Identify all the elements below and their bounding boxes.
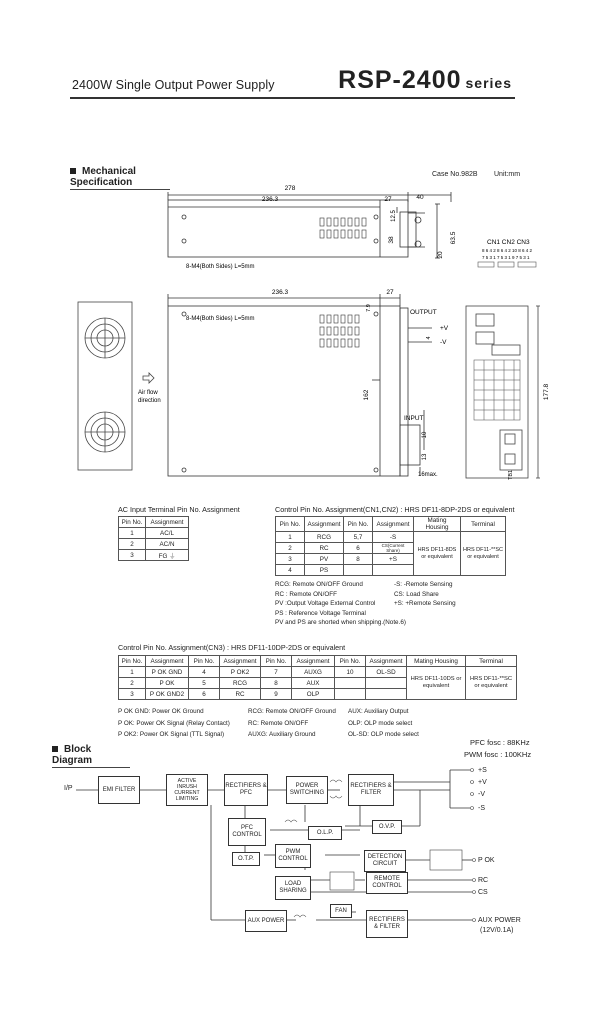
table-cell: RC [305,543,344,554]
table-cell: 4 [276,565,305,576]
aux-power-spec: (12V/0.1A) [480,927,514,934]
header-cell: Pin No. [344,517,373,532]
header-cell: Assignment [146,517,189,528]
header-cell: Assignment [305,517,344,532]
note-line: PV :Output Voltage External Control [275,600,376,607]
table-cell: RCG [220,678,261,689]
rectifiers-filter-aux-block: RECTIFIERS & FILTER [366,910,408,938]
pfc-frequency: PFC fosc : 88KHz [470,738,530,747]
note-line: P OK2: Power OK Signal (TTL Signal) [118,731,225,738]
note-line: RCG: Remote ON/OFF Ground [248,708,336,715]
table-cell: PV [305,554,344,565]
table-cell: 3 [119,550,146,561]
table-cell: OL-SD [366,667,407,678]
table-cell: P OK GND2 [146,689,189,700]
table-cell [335,689,366,700]
table-cell: 7 [261,667,292,678]
table-cell [344,565,373,576]
pwm-frequency: PWM fosc : 100KHz [464,750,532,759]
model-name: RSP-2400 [338,66,462,94]
dim-12-5: 12.5 [391,210,397,222]
table-cell: 2 [119,539,146,550]
rc-output: RC [478,877,489,884]
header-cell: Assignment [146,656,189,667]
cn3-notes-col2 [248,706,336,741]
dim-278: 278 [284,185,296,192]
table-cell: FG ⏚ [146,550,189,561]
rectifiers-filter-block: RECTIFIERS & FILTER [348,774,394,806]
note-line: +S: +Remote Sensing [394,600,456,607]
terminal-cell: HRS DF11-**SC or equivalent [461,532,506,576]
output-label: OUTPUT [410,309,437,316]
screw-label-top: 8-M4(Both Sides) L=5mm [186,264,255,270]
fan-block: FAN [330,904,352,918]
cn3-notes-col1 [118,706,230,741]
table-cell: RC [220,689,261,700]
note-line: AUXG: Auxiliary Ground [248,731,316,738]
cn3-table-title: Control Pin No. Assignment(CN3) : HRS DF11-10DP-2DS or equivalent [118,643,346,652]
header-cell: Pin No. [261,656,292,667]
product-description: 2400W Single Output Power Supply [72,78,275,92]
ip-label: I/P [64,785,73,792]
end-view [466,306,540,478]
header-cell: Pin No. [119,656,146,667]
table-cell: OLP [292,689,335,700]
table-row [276,532,506,543]
table-cell: PS [305,565,344,576]
dim-63-5: 63.5 [450,231,457,245]
table-cell: 9 [261,689,292,700]
header-cell: Mating Housing [407,656,466,667]
load-sharing-block: LOAD SHARING [275,876,311,900]
table-cell: 1 [119,528,146,539]
table-cell: CS(Current Share) [373,543,414,554]
out-minus-s: -S [478,805,485,812]
dim-7-9: 7.9 [366,304,372,312]
dim-20: 20 [437,251,444,259]
table-cell: P OK GND [146,667,189,678]
pok-output: P OK [478,857,495,864]
input-label: INPUT [404,415,424,422]
pin-numbers-top: 8 6 4 2 8 6 4 2 10 8 6 4 2 [482,248,533,253]
table-cell: AC/N [146,539,189,550]
table-cell: AC/L [146,528,189,539]
dim-13: 13 [422,453,428,461]
mechanical-section-title: Mechanical Specification [70,166,170,190]
header-cell: Assignment [220,656,261,667]
square-bullet-icon [70,168,76,174]
table-cell: 2 [119,678,146,689]
dim-27-top: 27 [384,196,392,203]
header-rule [70,97,515,99]
detection-circuit-block: DETECTION CIRCUIT [364,850,406,872]
table-cell: 3 [276,554,305,565]
olp-block: O.L.P. [308,826,342,840]
header-cell: Terminal [461,517,506,532]
table-cell [373,565,414,576]
table-cell: P OK2 [220,667,261,678]
table-cell: 1 [119,667,146,678]
table-header-row [276,517,506,532]
cn3-notes-col3 [348,706,419,741]
screw-label-side: 8-M4(Both Sides) L=5mm [186,316,255,322]
dim-4: 4 [426,336,432,340]
table-cell [335,678,366,689]
note-line: PV and PS are shorted when shipping.(Note.6) [275,619,406,626]
model-title [338,66,512,95]
table-cell: 10 [335,667,366,678]
cs-output: CS [478,889,488,896]
dim-38: 38 [388,236,395,244]
ac-table-title: AC Input Terminal Pin No. Assignment [118,505,240,514]
table-cell: 5 [189,678,220,689]
mechanical-drawing [0,180,600,500]
table-cell [366,689,407,700]
minus-v-label: -V [440,339,447,346]
mating-housing-cell: HRS DF11-8DS or equivalent [414,532,461,576]
table-cell: AUXG [292,667,335,678]
rectifiers-pfc-block: RECTIFIERS & PFC [224,774,268,806]
pin-numbers-bottom: 7 5 3 1 7 5 3 1 9 7 5 3 1 [482,255,530,260]
note-line: OL-SD: OLP mode select [348,731,419,738]
emi-filter-block: EMI FILTER [98,776,140,804]
note-line: P OK GND: Power OK Ground [118,708,204,715]
note-line: CS: Load Share [394,590,439,598]
remote-control-block: REMOTE CONTROL [366,872,408,894]
note-line: AUX: Auxiliary Output [348,708,409,715]
square-bullet-icon [52,746,58,752]
power-switching-block: POWER SWITCHING [286,776,328,804]
dim-16max: 16max. [418,472,438,478]
note-line: PS : Reference Voltage Terminal [275,609,366,617]
out-plus-s: +S [478,767,487,774]
table-header-row [119,517,189,528]
aux-power-output: AUX POWER [478,917,521,924]
terminal-cell: HRS DF11-**SC or equivalent [466,667,517,700]
header-cell: Pin No. [276,517,305,532]
header-cell: Mating Housing [414,517,461,532]
header-cell: Assignment [292,656,335,667]
table-cell: 6 [189,689,220,700]
table-row [119,550,189,561]
out-plus-v: +V [478,779,487,786]
table-cell: 6 [344,543,373,554]
cn12-table-title: Control Pin No. Assignment(CN1,CN2) : HRS DF11-8DP-2DS or equivalent [275,505,515,514]
ovp-block: O.V.P. [372,820,402,834]
note-line: RC : Remote ON/OFF [275,590,337,598]
dim-162: 162 [363,389,370,401]
tb1-label: TB1 [508,469,514,480]
cn3-table [118,655,517,700]
connector-labels: CN1 CN2 CN3 [487,239,530,246]
table-cell: P OK [146,678,189,689]
header-cell: Pin No. [189,656,220,667]
header-cell: Terminal [466,656,517,667]
dim-10: 10 [422,431,428,439]
table-row [119,528,189,539]
header-cell: Pin No. [335,656,366,667]
airflow-label: Air flow direction [138,390,161,404]
header-cell: Pin No. [119,517,146,528]
pwm-control-block: PWM CONTROL [275,844,311,868]
case-number: Case No.982B [432,171,478,178]
table-header-row [119,656,517,667]
note-line: -S: -Remote Sensing [394,581,453,588]
dim-27-side: 27 [386,289,394,296]
plus-v-label: +V [440,325,449,332]
ac-input-table [118,516,189,561]
otp-block: O.T.P. [232,852,260,866]
table-cell: 8 [261,678,292,689]
aux-power-block: AUX POWER [245,910,287,932]
out-minus-v: -V [478,791,485,798]
table-row [119,539,189,550]
table-cell [366,678,407,689]
dim-236-3-top: 236.3 [261,196,279,203]
cn12-notes-left [275,580,406,628]
note-line: OLP: OLP mode select [348,719,413,727]
pfc-control-block: PFC CONTROL [228,818,266,846]
cn12-notes-right [394,580,456,609]
note-line: P OK: Power OK Signal (Relay Contact) [118,719,230,727]
header-cell: Assignment [366,656,407,667]
table-cell: 3 [119,689,146,700]
header-cell: Assignment [373,517,414,532]
unit-label: Unit:mm [494,171,521,178]
block-diagram-title: Block Diagram [52,744,130,768]
dim-40: 40 [416,194,424,201]
dim-236-3-side: 236.3 [271,289,289,296]
series-label: series [465,75,512,91]
table-row [119,667,517,678]
table-cell: +S [373,554,414,565]
inrush-limiting-block: ACTIVE INRUSH CURRENT LIMITING [166,774,208,806]
table-cell: RCG [305,532,344,543]
table-cell: 4 [189,667,220,678]
table-cell: -S [373,532,414,543]
table-cell: 5,7 [344,532,373,543]
table-cell: 8 [344,554,373,565]
fan-view [78,302,154,470]
table-cell: 1 [276,532,305,543]
mating-housing-cell: HRS DF11-10DS or equivalent [407,667,466,700]
note-line: RC: Remote ON/OFF [248,719,309,727]
note-line: RCG: Remote ON/OFF Ground [275,581,363,588]
table-cell: AUX [292,678,335,689]
table-cell: 2 [276,543,305,554]
dim-177-8: 177.8 [543,383,550,401]
cn12-table [275,516,506,576]
top-view [168,192,451,258]
